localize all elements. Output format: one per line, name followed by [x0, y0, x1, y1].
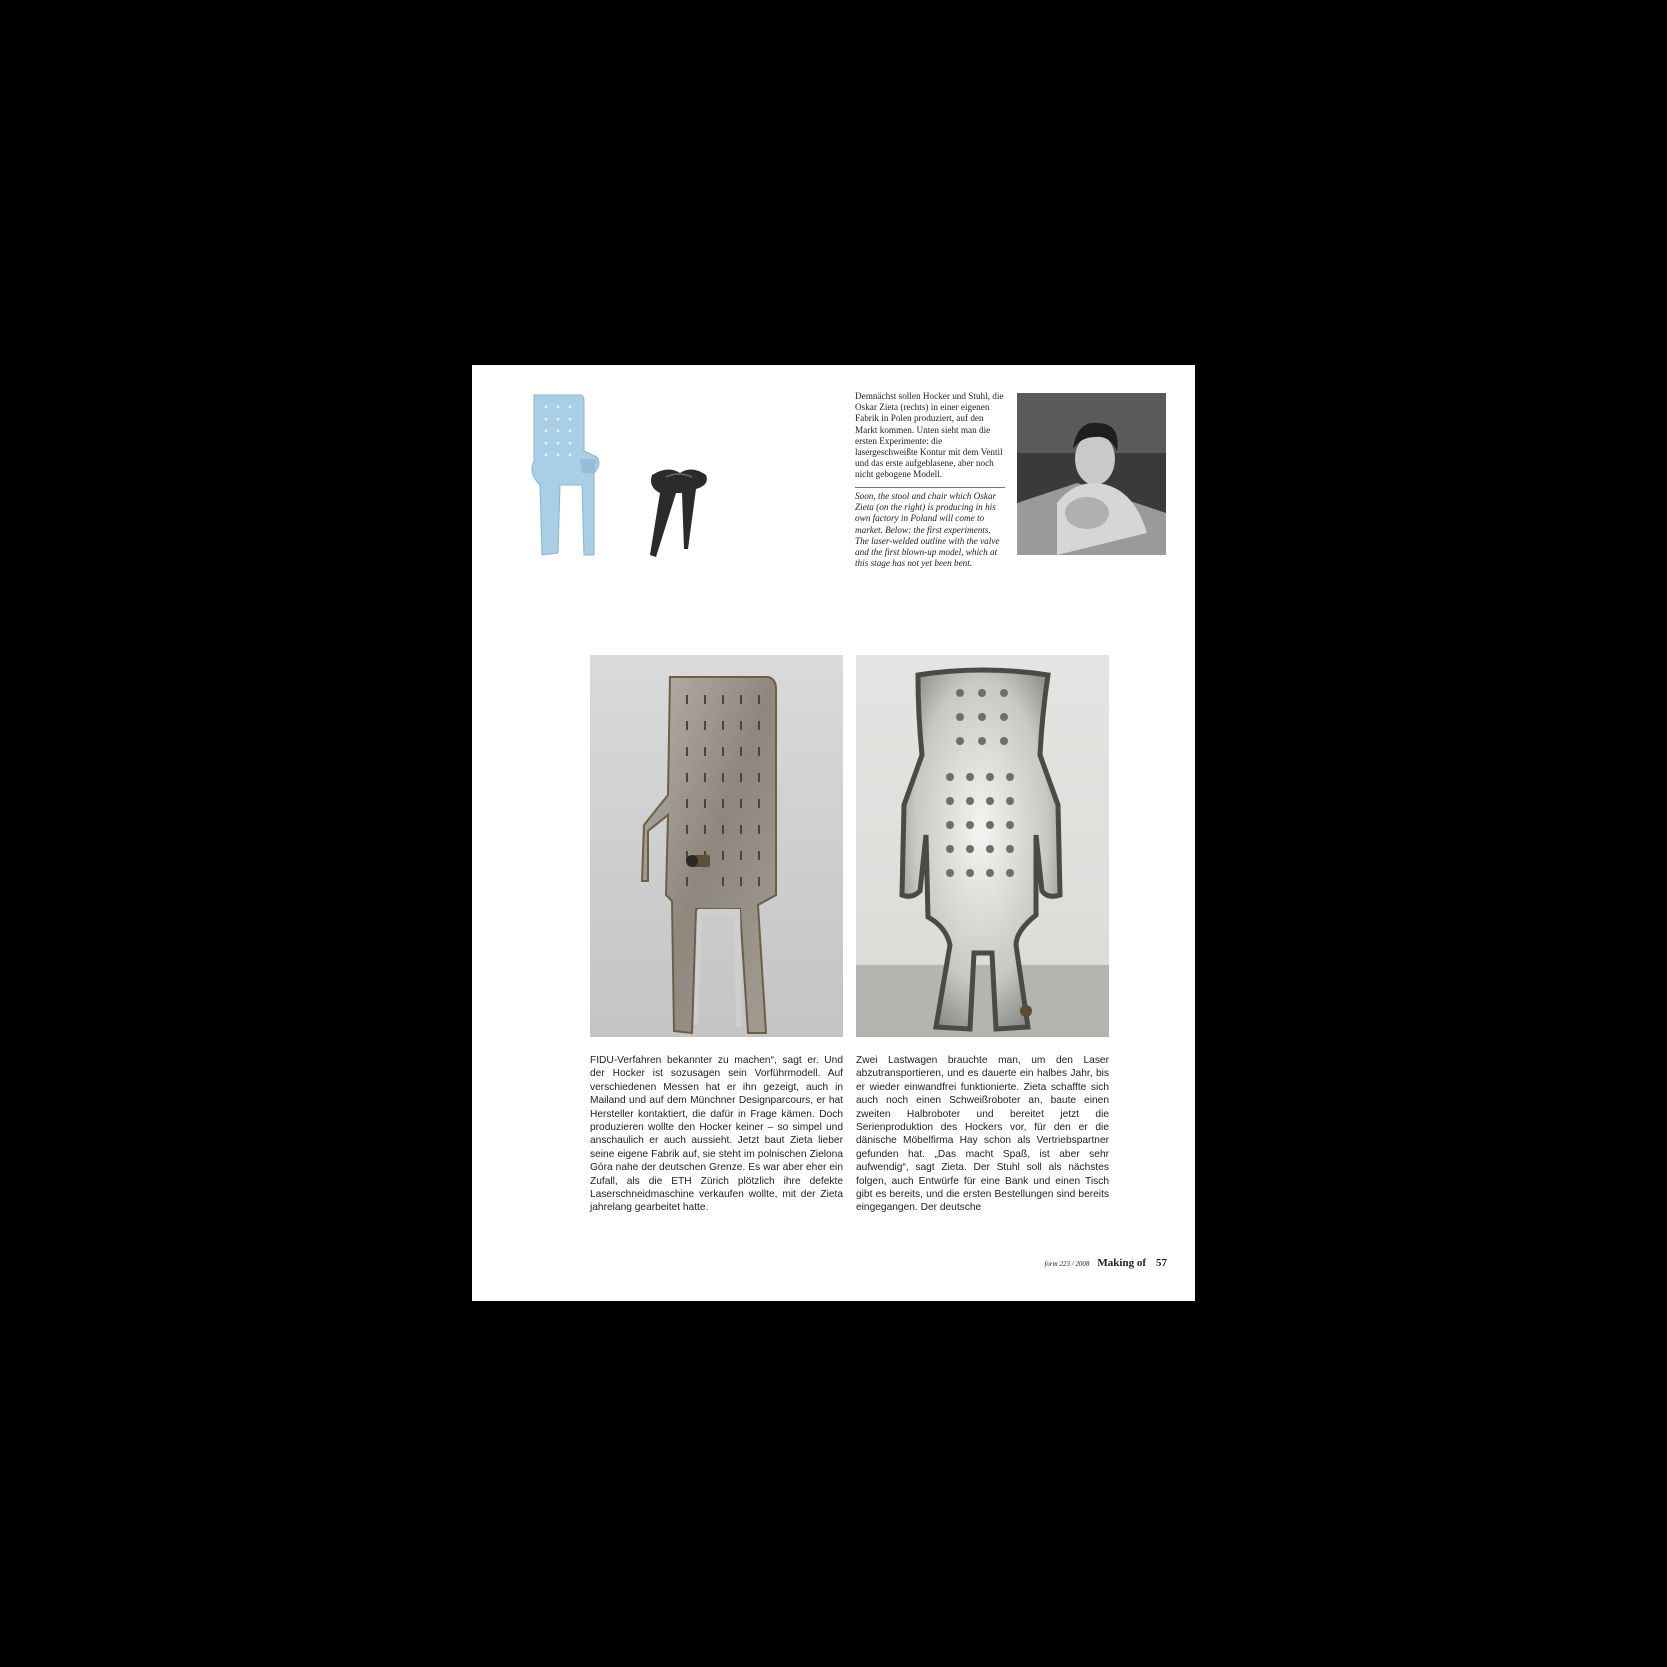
- body-column-right: Zwei Lastwagen brauchte man, um den Laser abzutransportieren, und es dauerte ein halbes Jahr, bis er wieder einwandfrei funktionierte. Zieta schaffte sich auch noch einen Schweißroboter an, baute einen zweiten Halbroboter und bereitet jetzt die Serienproduktion des Hockers vor, für den er die dänische Möbelfirma Hay schon als Vertriebspartner gefunden hat. „Das macht Spaß, ist aber sehr aufwendig“, sagt Zieta. Der Stuhl soll als nächstes folgen, auch Entwürfe für eine Bank und einen Tisch gibt es bereits, und die ersten Bestellungen sind bereits eingegangen. Der deutsche: [856, 1055, 1109, 1214]
- blown-up-model-photo: [856, 655, 1109, 1037]
- magazine-page: [472, 365, 1195, 1301]
- caption-divider: [855, 487, 1005, 488]
- chair-and-stool-photo: [520, 389, 750, 565]
- folio-section: Making of: [1097, 1257, 1146, 1269]
- laser-welded-outline-photo: [590, 655, 843, 1037]
- folio-magazine: form 223 / 2008: [1044, 1260, 1090, 1268]
- blue-chair: [532, 395, 599, 555]
- caption-german: Demnächst sollen Hocker und Stuhl, die Oskar Zieta (rechts) in einer eigenen Fabrik in Polen produziert, auf den Markt kommen. Unten sieht man die ersten Experimente: die lasergeschweißte Kontur mit dem Ventil und das erste aufgeblasene, aber noch nicht gebogene Modell.: [855, 391, 1004, 480]
- caption-english: Soon, the stool and chair which Oskar Zieta (on the right) is producing in his own factory in Poland will come to market. Below: the first experiments. The laser-welded outline with the valve and the first blown-up model, which at this stage has not yet been bent.: [855, 491, 1000, 569]
- black-stool: [650, 469, 707, 557]
- folio-page-number: 57: [1156, 1257, 1167, 1269]
- body-column-left: FIDU-Verfahren bekannter zu machen“, sagt er. Und der Hocker ist sozusagen sein Vorführmodell. Auf verschiedenen Messen hat er ihn gezeigt, auch in Mailand und auf dem Münchner Designparcours, er hat Hersteller kontaktiert, die dafür in Frage kämen. Doch produzieren wollte den Hocker keiner – so simpel und anschaulich er auch aussieht. Jetzt baut Zieta lieber seine eigene Fabrik auf, sie steht im polnischen Zielona Góra nahe der deutschen Grenze. Es war aber eher ein Zufall, als die ETH Zürich plötzlich ihre defekte Laserschneidmaschine verkaufen wollte, mit der Zieta jahrelang gearbeitet hatte.: [590, 1055, 843, 1214]
- folio: [1044, 1253, 1167, 1271]
- portrait-photo: [1017, 393, 1166, 555]
